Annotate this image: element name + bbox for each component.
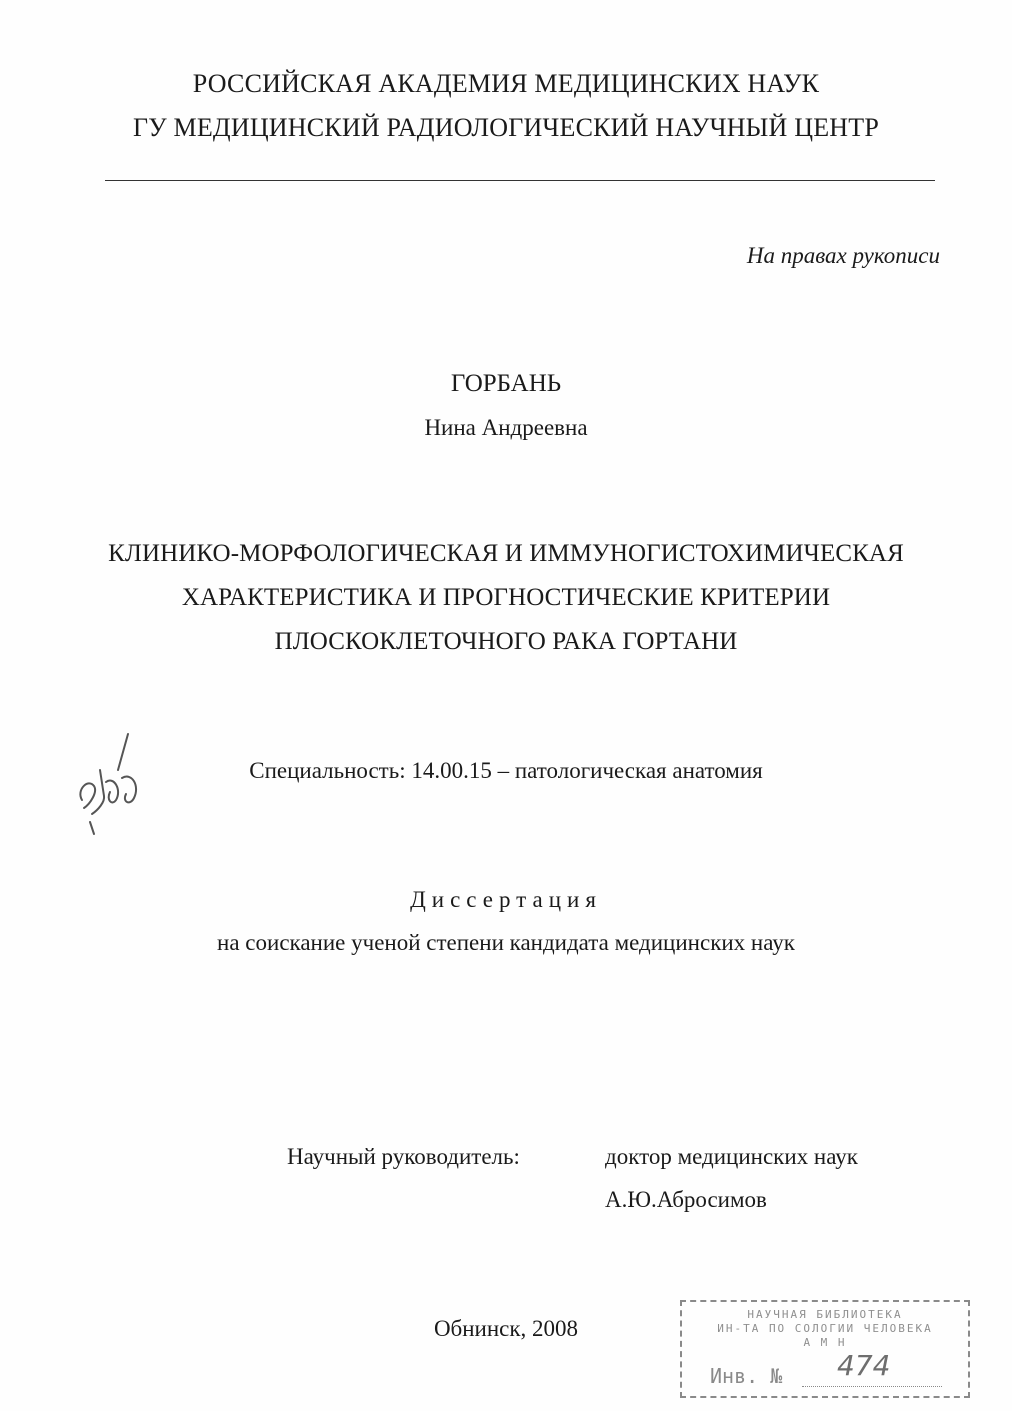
title-line-1: КЛИНИКО-МОРФОЛОГИЧЕСКАЯ И ИММУНОГИСТОХИМИЧЕСКАЯ bbox=[108, 540, 904, 567]
title-line-2: ХАРАКТЕРИСТИКА И ПРОГНОСТИЧЕСКИЕ КРИТЕРИИ bbox=[181, 584, 831, 611]
header-center: ГУ МЕДИЦИНСКИЙ РАДИОЛОГИЧЕСКИЙ НАУЧНЫЙ ЦЕНТР bbox=[132, 113, 880, 142]
advisor-label: Научный руководитель: bbox=[287, 1144, 520, 1169]
stamp-inv-label: Инв. № bbox=[710, 1364, 783, 1388]
author-given-names: Нина Андреевна bbox=[424, 415, 588, 440]
stamp-underline bbox=[802, 1386, 942, 1387]
title-line-3: ПЛОСКОКЛЕТОЧНОГО РАКА ГОРТАНИ bbox=[274, 628, 738, 655]
place-year: Обнинск, 2008 bbox=[433, 1316, 579, 1341]
specialty: Специальность: 14.00.15 – патологическая анатомия bbox=[249, 758, 763, 783]
stamp-line-2: ИН-ТА ПО СОЛОГИИ ЧЕЛОВЕКА bbox=[717, 1322, 933, 1335]
advisor-name: А.Ю.Абросимов bbox=[605, 1187, 767, 1212]
library-stamp bbox=[680, 1300, 970, 1398]
manuscript-note: На правах рукописи bbox=[746, 243, 940, 268]
dissertation-label: Диссертация bbox=[410, 887, 602, 912]
stamp-line-3: А М Н bbox=[803, 1336, 847, 1349]
stamp-line-1: НАУЧНАЯ БИБЛИОТЕКА bbox=[747, 1308, 903, 1321]
advisor-degree: доктор медицинских наук bbox=[605, 1144, 858, 1169]
handwritten-signature bbox=[70, 730, 170, 850]
dissertation-purpose: на соискание ученой степени кандидата медицинских наук bbox=[217, 930, 795, 955]
stamp-inv-number: 474 bbox=[837, 1349, 891, 1382]
author-surname: ГОРБАНЬ bbox=[450, 370, 562, 397]
header-divider bbox=[105, 180, 935, 181]
header-academy: РОССИЙСКАЯ АКАДЕМИЯ МЕДИЦИНСКИХ НАУК bbox=[192, 69, 820, 98]
